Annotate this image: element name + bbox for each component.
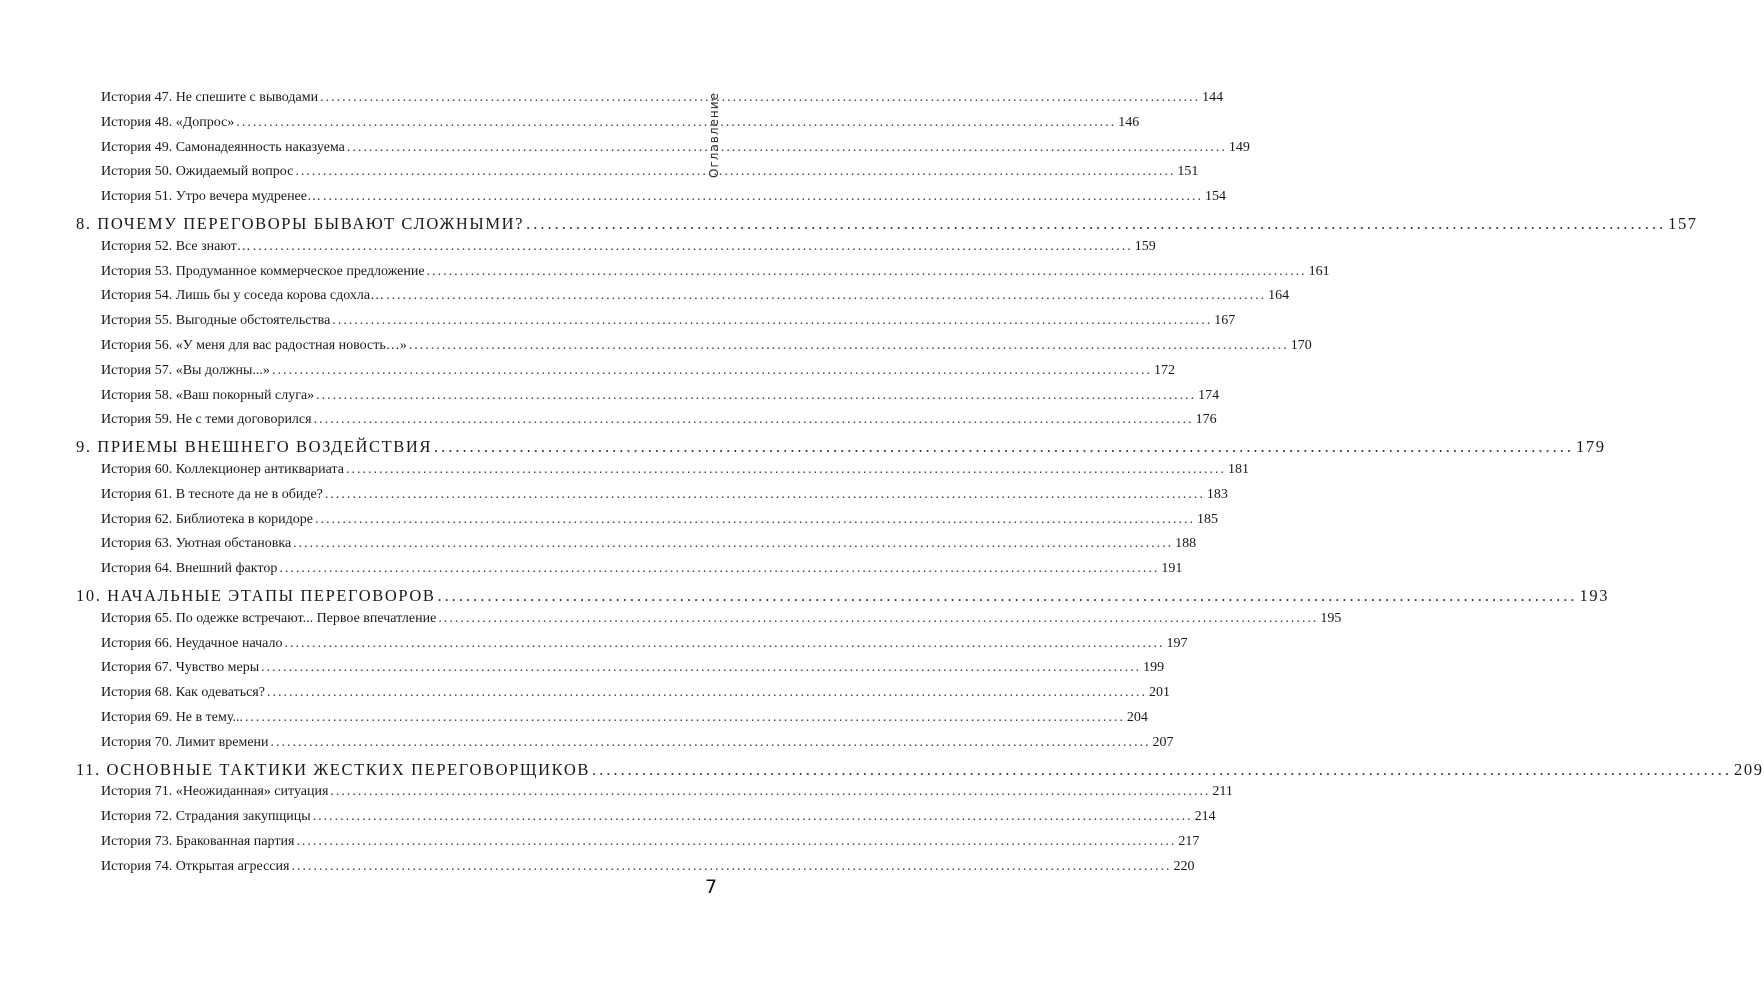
toc-entry [101, 263, 1330, 280]
toc-entry [101, 685, 1170, 701]
page-ref: 195 [1320, 610, 1342, 626]
dot-leader: ................................................................................................................................................................ [386, 288, 1267, 304]
dot-leader: ................................................................................................................................................................ [316, 387, 1197, 403]
page-ref: 172 [1153, 362, 1175, 378]
toc-entry [101, 610, 1342, 627]
entry-title: История 55. Выгодные обстоятельства [101, 313, 331, 329]
entry-title: История 70. Лимит времени [101, 734, 269, 750]
toc-chapter [76, 437, 1606, 457]
page-ref: 164 [1268, 288, 1290, 304]
toc-entry [101, 858, 1195, 875]
entry-title: История 72. Страдания закупщицы [101, 809, 311, 825]
dot-leader: ................................................................................................................................................................ [345, 462, 1226, 477]
entry-title: История 63. Уютная обстановка [101, 536, 292, 552]
dot-leader: ................................................................................................................................................................ [437, 586, 1578, 605]
chapter-title: 9. ПРИЕМЫ ВНЕШНЕГО ВОЗДЕЙСТВИЯ [76, 437, 433, 457]
dot-leader: ................................................................................................................................................................ [320, 90, 1201, 105]
dot-leader: ................................................................................................................................................................ [284, 635, 1165, 651]
dot-leader: ................................................................................................................................................................ [261, 660, 1142, 676]
dot-leader: ................................................................................................................................................................ [346, 139, 1227, 155]
page-ref: 149 [1228, 139, 1250, 155]
toc-chapter [76, 586, 1610, 606]
toc-entry [101, 635, 1188, 652]
entry-title: История 47. Не спешите с выводами [101, 90, 319, 105]
running-header-label: Оглавление [707, 92, 721, 178]
toc-entry [101, 412, 1217, 428]
toc-entry [101, 561, 1183, 577]
dot-leader: ................................................................................................................................................................ [434, 437, 1575, 457]
page-ref: 170 [1290, 338, 1312, 353]
page-ref: 174 [1198, 387, 1220, 403]
page-ref: 159 [1134, 238, 1156, 254]
entry-title: История 56. «У меня для вас радостная новость…» [101, 338, 407, 353]
dot-leader: ................................................................................................................................................................ [271, 362, 1152, 378]
dot-leader: ................................................................................................................................................................ [526, 214, 1667, 233]
page-ref: 176 [1195, 412, 1217, 428]
page-ref: 157 [1668, 214, 1698, 233]
toc-entry [101, 164, 1199, 180]
page-ref: 201 [1148, 685, 1170, 701]
dot-leader: ................................................................................................................................................................ [324, 486, 1205, 502]
page-ref: 188 [1175, 536, 1197, 552]
dot-leader: ................................................................................................................................................................ [296, 834, 1177, 849]
entry-title: История 71. «Неожиданная» ситуация [101, 784, 329, 800]
entry-title: История 59. Не с теми договорился [101, 412, 312, 428]
page-ref: 183 [1206, 486, 1228, 502]
dot-leader: ................................................................................................................................................................ [408, 338, 1289, 353]
page-ref: 214 [1194, 809, 1216, 825]
toc-entry [101, 462, 1249, 478]
chapter-title: 11. ОСНОВНЫЕ ТАКТИКИ ЖЕСТКИХ ПЕРЕГОВОРЩИКОВ [76, 759, 591, 779]
entry-title: История 61. В тесноте да не в обиде? [101, 486, 323, 502]
dot-leader: ................................................................................................................................................................ [291, 858, 1172, 874]
page-ref: 193 [1579, 586, 1610, 605]
toc-entry [101, 784, 1233, 800]
toc-entry [101, 387, 1220, 404]
entry-title: История 67. Чувство меры [101, 660, 260, 676]
page-ref: 209 [1734, 759, 1764, 779]
dot-leader: ................................................................................................................................................................ [438, 610, 1319, 626]
page-ref: 179 [1576, 437, 1606, 457]
toc-entry [101, 710, 1148, 726]
toc-entry [101, 486, 1228, 503]
entry-title: История 66. Неудачное начало [101, 635, 283, 651]
page-ref: 185 [1196, 511, 1218, 527]
dot-leader: ................................................................................................................................................................ [312, 809, 1193, 825]
entry-title: История 65. По одежке встречают... Первое впечатление [101, 610, 437, 626]
entry-title: История 60. Коллекционер антиквариата [101, 462, 344, 477]
page-ref: 197 [1166, 635, 1188, 651]
dot-leader: ................................................................................................................................................................ [330, 784, 1211, 800]
page-ref: 144 [1202, 90, 1224, 105]
entry-title: История 64. Внешний фактор [101, 561, 278, 577]
entry-title: История 48. «Допрос» [101, 114, 235, 130]
dot-leader: ................................................................................................................................................................ [332, 313, 1213, 329]
page-ref: 167 [1214, 313, 1236, 329]
entry-title: История 49. Самонадеянность наказуема [101, 139, 345, 155]
dot-leader: ................................................................................................................................................................ [244, 710, 1125, 725]
toc-entry [101, 313, 1236, 329]
toc-entry [101, 660, 1165, 676]
entry-title: История 58. «Ваш покорный слуга» [101, 387, 315, 403]
page-number: 7 [705, 876, 718, 898]
page-ref: 204 [1126, 710, 1148, 725]
toc-entry [101, 536, 1197, 552]
dot-leader: ................................................................................................................................................................ [295, 164, 1176, 180]
page-ref: 199 [1143, 660, 1165, 676]
page-ref: 181 [1227, 462, 1249, 477]
toc-entry [101, 238, 1156, 255]
entry-title: История 51. Утро вечера мудренее… [101, 189, 321, 205]
toc-entry [101, 288, 1290, 304]
page-ref: 220 [1173, 858, 1195, 874]
dot-leader: ................................................................................................................................................................ [293, 536, 1174, 552]
toc-entry [101, 809, 1216, 825]
running-header [703, 92, 725, 178]
dot-leader: ................................................................................................................................................................ [252, 238, 1133, 254]
entry-title: История 52. Все знают… [101, 238, 251, 254]
page-ref: 151 [1177, 164, 1199, 180]
dot-leader: ................................................................................................................................................................ [313, 412, 1194, 428]
toc-entry [101, 189, 1226, 205]
toc-chapter [76, 759, 1764, 780]
entry-title: История 73. Бракованная партия [101, 834, 295, 849]
dot-leader: ................................................................................................................................................................ [426, 263, 1307, 279]
toc-entry [101, 139, 1250, 156]
dot-leader: ................................................................................................................................................................ [323, 189, 1203, 205]
toc-chapter [76, 214, 1698, 234]
dot-leader: ................................................................................................................................................................ [270, 734, 1151, 750]
entry-title: История 54. Лишь бы у соседа корова сдохла… [101, 288, 385, 304]
dot-leader: ................................................................................................................................................................ [236, 114, 1117, 130]
entry-title: История 62. Библиотека в коридоре [101, 511, 313, 527]
toc-entry [101, 834, 1200, 850]
page-ref: 217 [1178, 834, 1200, 849]
toc-entry [101, 734, 1174, 751]
entry-title: История 50. Ожидаемый вопрос [101, 164, 294, 180]
toc-entry [101, 114, 1140, 131]
entry-title: История 74. Открытая агрессия [101, 858, 290, 874]
page-ref: 207 [1152, 734, 1174, 750]
chapter-title: 8. ПОЧЕМУ ПЕРЕГОВОРЫ БЫВАЮТ СЛОЖНЫМИ? [76, 214, 525, 233]
dot-leader: ................................................................................................................................................................ [314, 511, 1195, 527]
entry-title: История 57. «Вы должны...» [101, 362, 270, 378]
entry-title: История 69. Не в тему... [101, 710, 243, 725]
toc-entry [101, 362, 1175, 379]
page-ref: 146 [1118, 114, 1140, 130]
chapter-title: 10. НАЧАЛЬНЫЕ ЭТАПЫ ПЕРЕГОВОРОВ [76, 586, 436, 605]
page-ref: 161 [1308, 263, 1330, 279]
page-ref: 191 [1161, 561, 1183, 577]
dot-leader: ................................................................................................................................................................ [592, 759, 1733, 779]
entry-title: История 53. Продуманное коммерческое предложение [101, 263, 425, 279]
toc-entry [101, 338, 1312, 354]
entry-title: История 68. Как одеваться? [101, 685, 265, 701]
toc-entry [101, 90, 1224, 106]
page-ref: 211 [1212, 784, 1233, 800]
dot-leader: ................................................................................................................................................................ [279, 561, 1160, 577]
dot-leader: ................................................................................................................................................................ [266, 685, 1147, 701]
toc-entry [101, 511, 1218, 528]
page-ref: 154 [1205, 189, 1226, 205]
